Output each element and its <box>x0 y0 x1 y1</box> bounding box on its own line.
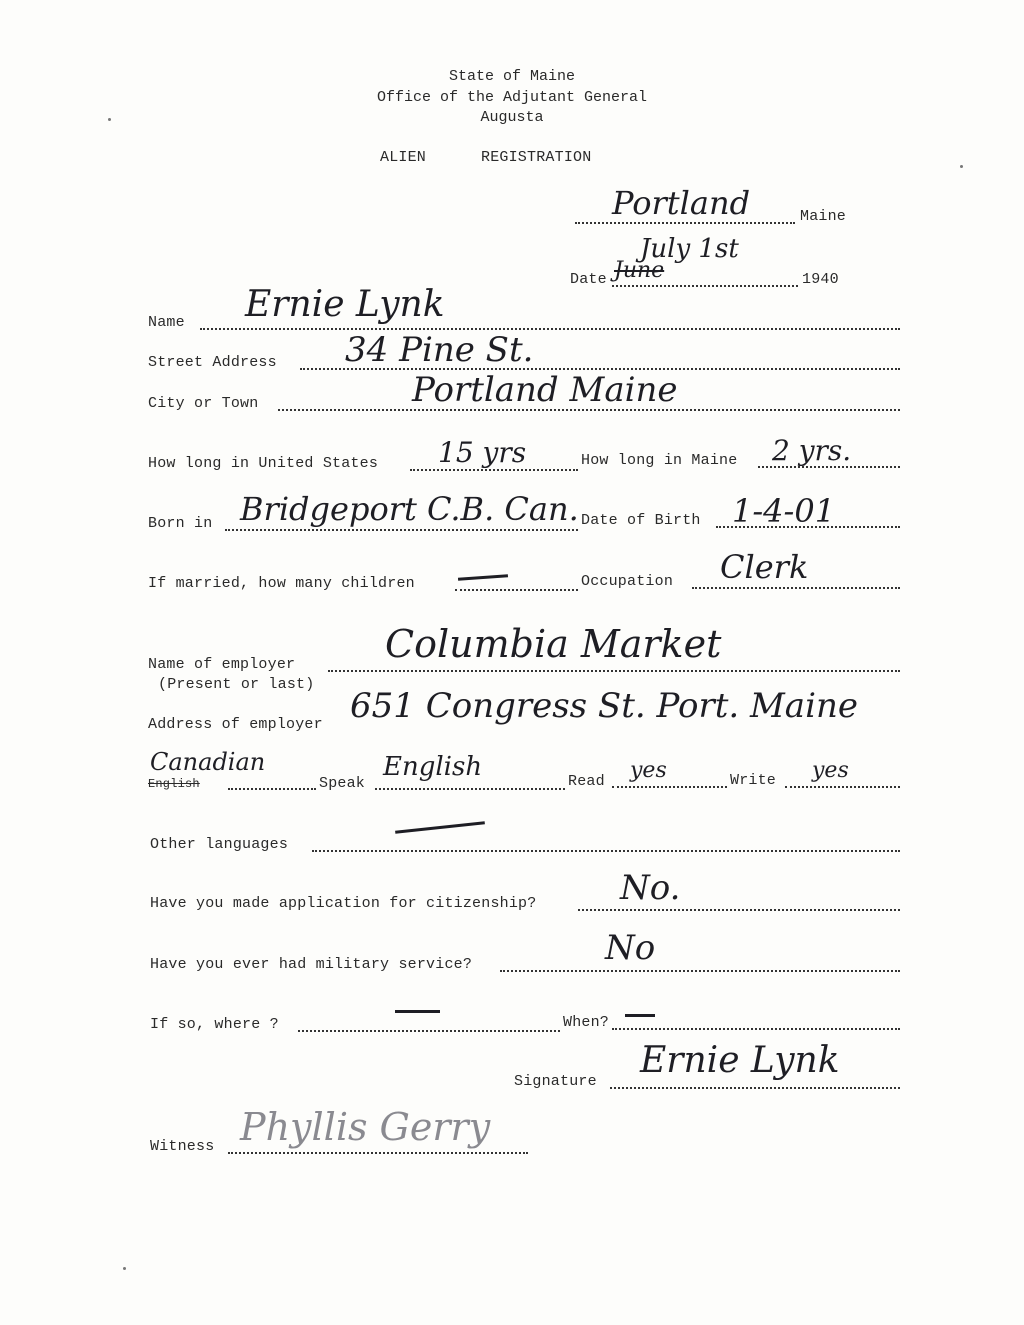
date-label: Date <box>570 271 607 288</box>
place-value: Portland <box>612 184 751 222</box>
military-label: Have you ever had military service? <box>150 956 473 973</box>
how-long-us-label: How long in United States <box>148 455 379 472</box>
witness-label: Witness <box>150 1138 215 1155</box>
dob-label: Date of Birth <box>581 512 701 529</box>
military-dots <box>500 970 900 972</box>
citizenship-label: Have you made application for citizenship? <box>150 895 537 912</box>
header-state: State of Maine <box>448 68 576 85</box>
employer-label: Name of employer <box>148 656 296 673</box>
date-year: 1940 <box>802 271 839 288</box>
street-value: 34 Pine St. <box>345 330 534 370</box>
date-struck: June <box>614 258 665 283</box>
employer-address-value: 651 Congress St. Port. Maine <box>350 686 858 726</box>
write-value: yes <box>812 758 849 783</box>
military-value: No <box>605 928 656 968</box>
read-label: Read <box>568 773 605 790</box>
street-label: Street Address <box>148 354 277 371</box>
header-city: Augusta <box>480 109 544 126</box>
occupation-label: Occupation <box>581 573 674 590</box>
date-dots <box>612 285 798 287</box>
when-dash <box>625 1014 655 1017</box>
born-in-dots <box>225 529 578 531</box>
title-alien: ALIEN <box>380 149 427 166</box>
when-dots <box>612 1028 900 1030</box>
signature-dots <box>610 1087 900 1089</box>
how-long-us-dots <box>410 469 578 471</box>
citizenship-value: No. <box>620 868 681 908</box>
nationality-value: Canadian <box>150 748 266 776</box>
citizenship-dots <box>578 909 900 911</box>
witness-value: Phyllis Gerry <box>240 1105 491 1149</box>
employer-value: Columbia Market <box>385 622 722 666</box>
children-label: If married, how many children <box>148 575 415 592</box>
employer-sublabel: (Present or last) <box>158 676 315 693</box>
city-value: Portland Maine <box>412 370 678 410</box>
where-dash <box>395 1010 440 1013</box>
paper-speck <box>960 165 963 168</box>
city-label: City or Town <box>148 395 259 412</box>
dob-value: 1-4-01 <box>732 492 836 530</box>
employer-address-label: Address of employer <box>148 716 323 733</box>
place-dots <box>575 222 795 224</box>
occupation-dots <box>692 587 900 589</box>
occupation-value: Clerk <box>720 548 809 586</box>
children-dash <box>458 574 508 580</box>
where-dots <box>298 1030 560 1032</box>
born-in-value: Bridgeport C.B. Can. <box>240 490 579 528</box>
when-label: When? <box>563 1014 610 1031</box>
employer-dots <box>328 670 900 672</box>
born-in-label: Born in <box>148 515 213 532</box>
name-label: Name <box>148 314 185 331</box>
other-languages-dash <box>395 821 485 833</box>
how-long-maine-label: How long in Maine <box>581 452 738 469</box>
witness-dots <box>228 1152 528 1154</box>
nationality-struck: English <box>148 777 200 791</box>
paper-speck <box>123 1267 126 1270</box>
paper-speck <box>108 118 111 121</box>
header-office: Office of the Adjutant General <box>376 89 648 106</box>
place-suffix: Maine <box>800 208 847 225</box>
name-value: Ernie Lynk <box>245 284 445 325</box>
other-languages-label: Other languages <box>150 836 289 853</box>
write-label: Write <box>730 772 777 789</box>
read-dots <box>612 786 727 788</box>
how-long-maine-value: 2 yrs. <box>772 434 852 467</box>
nationality-dots <box>228 788 316 790</box>
speak-dots <box>375 788 565 790</box>
speak-label: Speak <box>319 775 366 792</box>
where-label: If so, where ? <box>150 1016 279 1033</box>
how-long-us-value: 15 yrs <box>438 436 527 469</box>
speak-value: English <box>383 752 483 782</box>
signature-label: Signature <box>514 1073 597 1090</box>
title-registration: REGISTRATION <box>481 149 592 166</box>
children-dots <box>455 589 578 591</box>
write-dots <box>785 786 900 788</box>
other-languages-dots <box>312 850 900 852</box>
date-value: July 1st <box>640 234 739 264</box>
name-dots <box>200 328 900 330</box>
read-value: yes <box>630 758 667 783</box>
signature-value: Ernie Lynk <box>640 1040 840 1081</box>
